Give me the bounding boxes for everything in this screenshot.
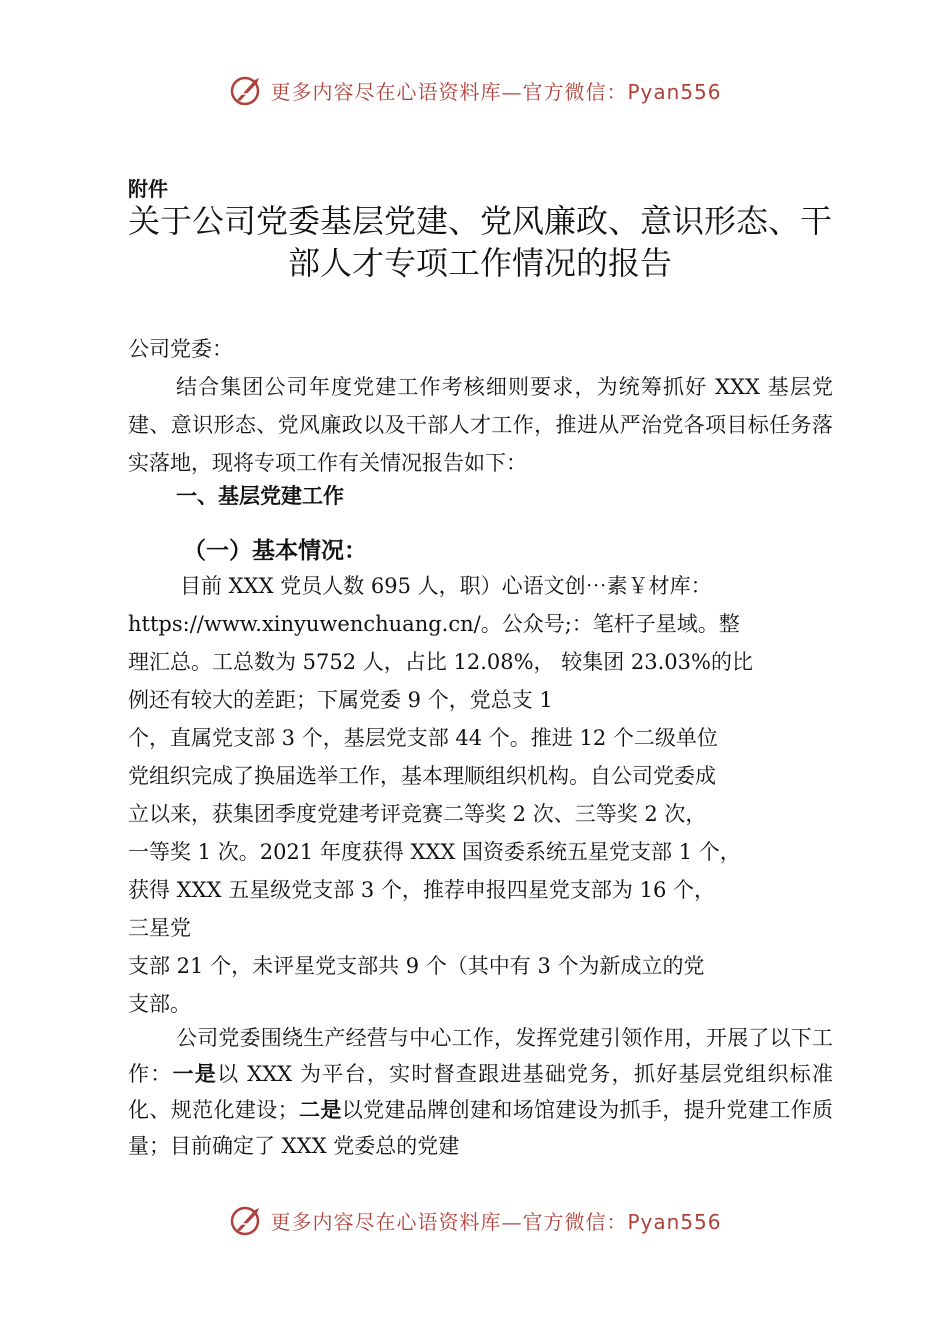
document-title: 关于公司党委基层党建、党风廉政、意识形态、干部人才专项工作情况的报告 [127,202,832,282]
basic-line: 一等奖 1 次。2021 年度获得 XXX 国资委系统五星党支部 1 个， [128,840,741,864]
basic-line: 获得 XXX 五星级党支部 3 个，推荐申报四星党支部为 16 个， [128,878,715,902]
watermark-text: 更多内容尽在心语资料库—官方微信：Pyan556 [270,1209,722,1234]
basic-line: 例还有较大的差距；下属党委 9 个，党总支 1 [128,688,553,712]
watermark-text: 更多内容尽在心语资料库—官方微信：Pyan556 [270,79,722,104]
annex-label: 附件 [128,177,168,201]
work-paragraph: 公司党委围绕生产经营与中心工作，发挥党建引领作用，开展了以下工作：一是以 XXX 为平台，实时督查跟进基础党务，抓好基层党组织标准化、规范化建设；二是以党建品牌创建和场馆建设为抓手，提升党建工作质量；目前确定了 XXX 党委总的党建 [128,1026,834,1158]
basic-line: 立以来，获集团季度党建考评竞赛二等奖 2 次、三等奖 2 次， [128,802,707,826]
intro-paragraph: 结合集团公司年度党建工作考核细则要求，为统筹抓好 XXX 基层党建、意识形态、党风廉政以及干部人才工作，推进从严治党各项目标任务落实落地，现将专项工作有关情况报告如下： [128,375,833,475]
basic-line: 党组织完成了换届选举工作，基本理顺组织机构。自公司党委成 [128,764,716,788]
basic-line: 个，直属党支部 3 个，基层党支部 44 个。推进 12 个二级单位 [128,726,718,750]
subsection-heading: （一）基本情况： [183,538,367,564]
basic-line: 理汇总。工总数为 5752 人，占比 12.08%， 较集团 23.03%的比 [128,650,753,674]
quill-logo-icon [228,1202,264,1238]
header-watermark [0,70,950,110]
basic-line: 支部。 [128,992,191,1016]
section-heading: 一、基层党建工作 [176,484,344,508]
basic-line: 目前 XXX 党员人数 695 人，职）心语文创⋯素￥材库： [180,574,712,598]
watermark-brand: Pyan556 [627,1209,722,1234]
quill-logo-icon [228,72,264,108]
emphasis-first: 一是 [172,1062,218,1086]
watermark-brand: Pyan556 [627,79,722,104]
emphasis-second: 二是 [298,1098,342,1122]
salutation: 公司党委： [128,337,233,361]
basic-line: https://www.xinyuwenchuang.cn/。公众号;：笔杆子星域。整 [128,612,740,636]
basic-line: 三星党 [128,916,191,940]
basic-line: 支部 21 个，未评星党支部共 9 个（其中有 3 个为新成立的党 [128,954,705,978]
footer-watermark [0,1200,950,1240]
